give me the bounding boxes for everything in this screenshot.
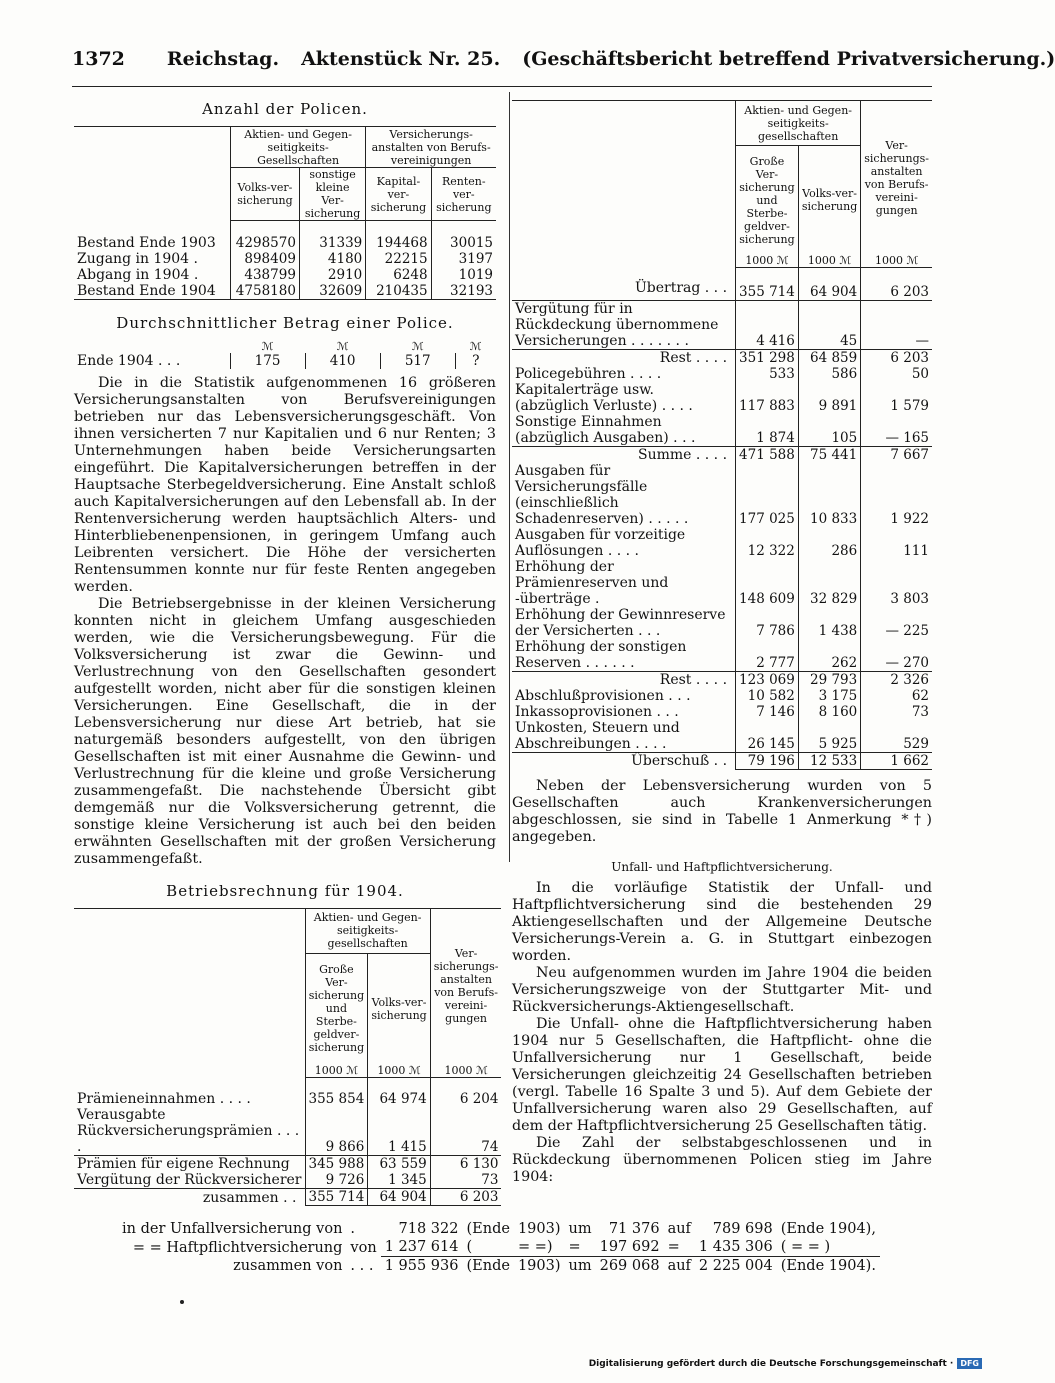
table-row: Sonstige Einnahmen (abzüglich Ausgaben) . . . 1 874 105 — 165 [512, 414, 932, 447]
policies-title: Anzahl der Policen. [202, 100, 368, 118]
table-row: Ende 1904 . . . 175 410 517 ? [74, 353, 496, 369]
header-title-3: (Geschäftsbericht betreffend Privatversicherung.) [522, 48, 1055, 70]
betrieb-title: Betriebsrechnung für 1904. [166, 881, 404, 900]
table-row: in der Unfallversicherung von . 718 322 (Ende 1903) um 71 376 auf 789 698 (Ende 1904), [122, 1221, 876, 1237]
table-row: Summe . . . . 471 588 75 441 7 667 [512, 446, 932, 463]
header-rule [72, 86, 932, 87]
ink-dot [180, 1300, 184, 1304]
paragraph-7: Die Zahl der selbstabgeschlossenen und in Rückdeckung übernommenen Policen stieg im Jahre 1904: [512, 1134, 932, 1185]
betrieb-continued-table: Aktien- und Gegen-seitigkeits-gesellschaften Ver-sicherungs-anstalten von Berufs-vereini-gungen Große Ver-sicherung und Sterbe-geldver-sicherung Volks-ver-sicherung 1000 ℳ 1000 ℳ 1000 ℳ Übertrag . . . 355 714 64 904 6 203 Vergütung für in Rückdeckung übernommene Versicherungen . . . . . . . 4 416 45 — Rest . . . . 351 298 64 859 6 203 Policegebühren . . . . 533 586 50 Kapitalerträge usw. (abzüglich Verluste) . . . . 117 883 9 891 1 579 Sonstige Einnahmen (abzüglich Ausgaben) . . . 1 874 105 — 165 Summe . . . . 471 588 75 441 7 667 Ausgaben für Versicherungsfälle (einschließlich Schadenreserven) . . . . . 177 025 10 833 1 922 Ausgaben für vorzeitige Auflösungen . . . . 12 322 286 111 Erhöhung der Prämienreserven und -überträge . 148 609 32 829 3 803 Erhöhung der Gewinnreserve der Versicherten . . . 7 786 1 438 — 225 Erhöhung der sonstigen Reserven . . . . . . 2 777 262 — 270 Rest . . . . 123 069 29 793 2 326 Abschlußprovisionen . . . 10 582 3 175 62 Inkassoprovisionen . . . 7 146 8 160 73 Unkosten, Steuern und Abschreibungen . . . . 26 145 5 925 529 Überschuß . . 79 196 12 533 1 662 [512, 100, 932, 770]
table-row: zusammen . . 355 714 64 904 6 203 [74, 1189, 501, 1206]
table-row: Überschuß . . 79 196 12 533 1 662 [512, 752, 932, 769]
paragraph-2: Die Betriebsergebnisse in der kleinen Versicherung konnten nicht in gleichem Umfang ausgeschieden werden, wie die Versicherungsbewegung. Für die Volksversicherung ist zwar die Gewinn- und Verlustrechnung von den Gesellschaften gesondert aufgestellt worden, nicht aber für die sonstigen kleinen Versicherungen. Eine Gesellschaft, die in der Lebensversicherung nur diese Art betrieb, hat sie naturgemäß besonders aufgestellt, von den übrigen Gesellschaften ist mit einer Ausnahme die Gewinn- und Verlustrechnung für die kleine und große Versicherung zusammengefaßt. Die nachstehende Übersicht gibt demgemäß nur die Volksversicherung getrennt, die sonstige kleine Versicherung ist auch bei den beiden erwähnten Gesellschaften mit der großen Versicherung zusammengefaßt. [74, 595, 496, 867]
growth-table [118, 1220, 880, 1275]
column-divider [509, 92, 510, 862]
table-row: Übertrag . . . 355 714 64 904 6 203 [512, 268, 932, 301]
table-row: = = Haftpflichtversicherung von 1 237 614 ( = =) = 197 692 = 1 435 306 ( = = ) [118, 1238, 880, 1257]
table-row: Inkassoprovisionen . . . 7 146 8 160 73 [512, 704, 932, 720]
avg-table: ℳ ℳ ℳ ℳ Ende 1904 . . . 175 410 517 ? [74, 340, 496, 369]
table-row: Rest . . . . 351 298 64 859 6 203 [512, 349, 932, 366]
table-row: Bestand Ende 1903 4298570 31339 194468 30015 [74, 221, 496, 251]
table-row: Verausgabte Rückversicherungsprämien . . . . 9 866 1 415 74 [74, 1107, 501, 1156]
policies-col-2: sonstige kleine Ver-sicherung [299, 168, 365, 221]
footer-text: Digitalisierung gefördert durch die Deutsche Forschungsgemeinschaft · [588, 1358, 954, 1369]
section-subtitle: Unfall- und Haftpflichtversicherung. [611, 859, 833, 874]
table-row: Prämien für eigene Rechnung 345 988 63 559 6 130 [74, 1156, 501, 1173]
left-column [74, 96, 499, 1206]
table-row: Policegebühren . . . . 533 586 50 [512, 366, 932, 382]
table-row: Abgang in 1904 . 438799 2910 6248 1019 [74, 267, 496, 283]
page-number: 1372 [72, 48, 125, 70]
paragraph-4: In die vorläufige Statistik der Unfall- und Haftpflichtversicherung sind die bestehenden 29 Aktiengesellschaften und der Allgemeine Deutsche Versicherungs-Verein a. G. in Stuttgart einbezogen worden. [512, 879, 932, 964]
table-row: Bestand Ende 1904 4758180 32609 210435 32193 [74, 283, 496, 300]
paragraph-1: Die in die Statistik aufgenommenen 16 größeren Versicherungsanstalten von Berufsvereinigungen betrieben nur das Lebensversicherungsgeschäft. Von ihnen versicherten 7 nur Kapitalien und 6 nur Renten; 3 Unternehmungen haben beide Versicherungsarten eingeführt. Die Kapitalversicherungen betreffen in der Hauptsache Sterbegeldversicherung. Eine Anstalt schloß auch Kapitalversicherungen auf den Lebensfall ab. In der Rentenversicherung werden hauptsächlich Alters- und Hinterbliebenenpensionen, in geringem Umfang auch Leibrenten versichert. Die Höhe der versicherten Rentensummen konnte nur für feste Renten angegeben werden. [74, 374, 496, 595]
avg-title: Durchschnittlicher Betrag einer Police. [116, 313, 454, 332]
table-row: Prämieneinnahmen . . . . 355 854 64 974 6 204 [74, 1077, 501, 1107]
table-row: Zugang in 1904 . 898409 4180 22215 3197 [74, 251, 496, 267]
table-row: Kapitalerträge usw. (abzüglich Verluste) . . . . 117 883 9 891 1 579 [512, 382, 932, 414]
table-row: Erhöhung der Gewinnreserve der Versicherten . . . 7 786 1 438 — 225 [512, 607, 932, 639]
policy-growth-summary [118, 1220, 898, 1275]
right-column [512, 100, 932, 1186]
paragraph-3: Neben der Lebensversicherung wurden von 5 Gesellschaften auch Krankenversicherungen abgeschlossen, sie sind in Tabelle 1 Anmerkung *†) angegeben. [512, 777, 932, 845]
dfg-logo: DFG [957, 1358, 982, 1369]
header-title-1: Reichstag. [166, 48, 280, 70]
table-row: Rest . . . . 123 069 29 793 2 326 [512, 671, 932, 688]
table-row: Erhöhung der Prämienreserven und -überträge . 148 609 32 829 3 803 [512, 559, 932, 607]
policies-group1: Aktien- und Gegen-seitigkeits-Gesellschaften [231, 127, 366, 168]
table-row: Abschlußprovisionen . . . 10 582 3 175 62 [512, 688, 932, 704]
digitization-footer [589, 1358, 982, 1369]
betrieb-table: Aktien- und Gegen-seitigkeits-gesellschaften Ver-sicherungs-anstalten von Berufs-vereini-gungen Große Ver-sicherung und Sterbe-geldver-sicherung Volks-ver-sicherung 1000 ℳ 1000 ℳ 1000 ℳ Prämieneinnahmen . . . . 355 854 64 974 6 204 Verausgabte Rückversicherungsprämien . . . . 9 866 1 415 74 Prämien für eigene Rechnung 345 988 63 559 6 130 Vergütung der Rückversicherer 9 726 1 345 73 zusammen . . 355 714 64 904 6 203 [74, 908, 501, 1207]
table-row: Ausgaben für Versicherungsfälle (einschließlich Schadenreserven) . . . . . 177 025 10 833 1 922 [512, 463, 932, 527]
paragraph-6: Die Unfall- ohne die Haftpflichtversicherung haben 1904 nur 5 Gesellschaften, die Haftpflicht- ohne die Unfallversicherung nur 1 Gesellschaft, beide Versicherungen gleichzeitig 24 Gesellschaften betrieben (vergl. Tabelle 16 Spalte 3 und 5). Auf dem Gebiete der Unfallversicherung waren also 29 Gesellschaften, auf dem der Haftpflichtversicherung 25 Gesellschaften tätig. [512, 1015, 932, 1134]
table-row: Vergütung für in Rückdeckung übernommene Versicherungen . . . . . . . 4 416 45 — [512, 300, 932, 349]
policies-col-1: Volks-ver-sicherung [231, 168, 300, 221]
page-header [72, 48, 1055, 70]
table-row: Vergütung der Rückversicherer 9 726 1 345 73 [74, 1172, 501, 1189]
policies-table [74, 126, 496, 300]
policies-col-3: Kapital-ver-sicherung [366, 168, 431, 221]
policies-group2: Versicherungs-anstalten von Berufs-vereinigungen [366, 127, 496, 168]
table-row: Erhöhung der sonstigen Reserven . . . . . . 2 777 262 — 270 [512, 639, 932, 672]
table-row: Unkosten, Steuern und Abschreibungen . . . . 26 145 5 925 529 [512, 720, 932, 753]
table-row: zusammen von . . . 1 955 936 (Ende 1903) um 269 068 auf 2 225 004 (Ende 1904). [233, 1258, 876, 1274]
header-title-2: Aktenstück Nr. 25. [301, 48, 501, 70]
policies-col-4: Renten-ver-sicherung [431, 168, 496, 221]
table-row: Ausgaben für vorzeitige Auflösungen . . . . 12 322 286 111 [512, 527, 932, 559]
paragraph-5: Neu aufgenommen wurden im Jahre 1904 die beiden Versicherungszweige von der Stuttgarter Mit- und Rückversicherungs-Aktiengesellschaft. [512, 964, 932, 1015]
